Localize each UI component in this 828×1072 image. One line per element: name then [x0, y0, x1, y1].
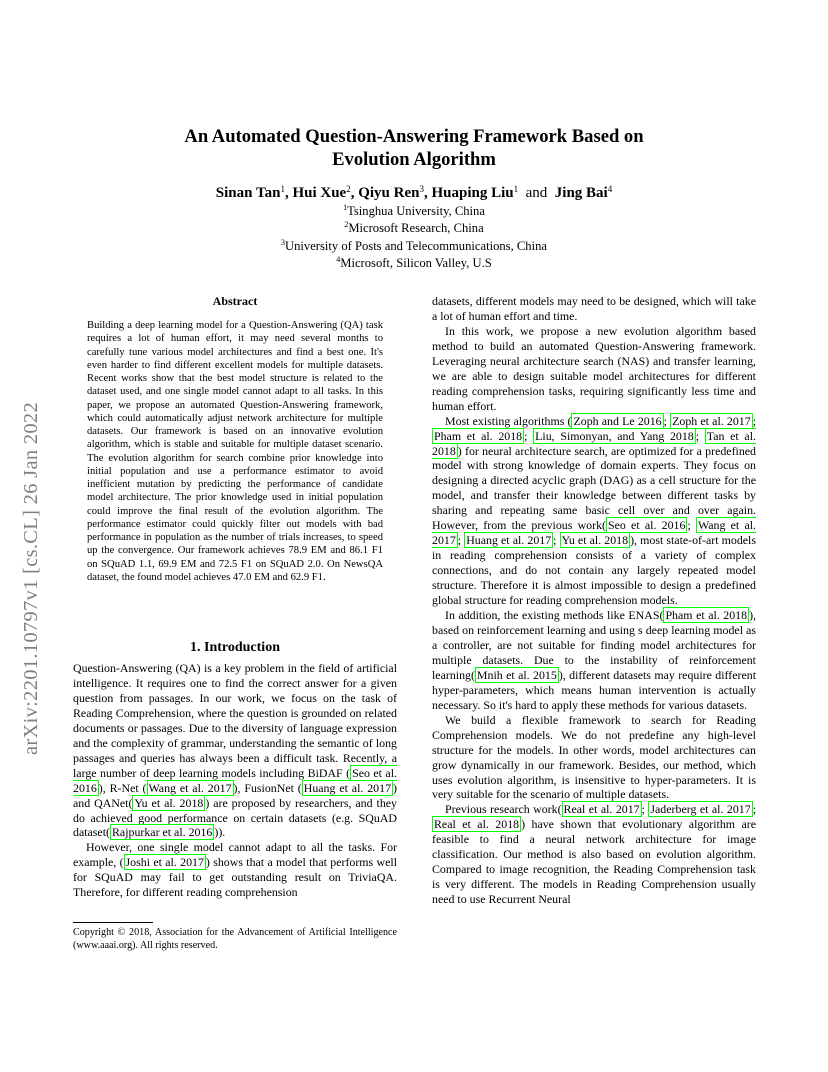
author-sup: 2: [346, 184, 351, 194]
citation-link[interactable]: Zoph et al. 2017: [672, 413, 751, 428]
footnote-rule: [73, 922, 153, 923]
citation-link[interactable]: Mnih et al. 2015: [476, 667, 557, 682]
author-sup: 4: [607, 184, 613, 194]
citation-link[interactable]: Real et al. 2018: [434, 817, 520, 832]
citation-link[interactable]: Seo et al. 2016: [607, 518, 686, 533]
affiliation: $^3$University of Posts and Telecommunications, China: [281, 237, 547, 253]
abstract-text: Building a deep learning model for a Question-Answering (QA) task requires a lot of human effort, it may need several months to carefully tune various model architectures and find a best one. It's even harder to find different excellent models for multiple datasets. Recent works show that the best model structure is related to the dataset used, and one single model cannot adapt to all tasks. In this paper, we propose an automated Question-Answering framework, which could automatically adjust network architecture for multiple datasets. Our framework is based on an innovative evolution algorithm, which is stable and suitable for multiple dataset scenario. The evolution algorithm for search combine prior knowledge into initial population and use a performance estimator to avoid inefficient mutation by predicting the performance of candidate model architecture. The prior knowledge used in initial population could improve the final result of the evolution algorithm. The performance estimator could quickly filter out models with bad performance in population as the number of trials increases, to speed up the convergence. Our framework achieves 78.9 EM and 86.1 F1 on SQuAD 1.1, 69.9 EM and 72.5 F1 on SQuAD 2.0. On NewsQA dataset, the found model achieves 47.0 EM and 62.9 F1.: [87, 320, 383, 583]
citation-link[interactable]: Real et al. 2017: [563, 802, 640, 817]
right-column: [432, 294, 756, 907]
paper-title: [0, 125, 828, 171]
affiliations: [0, 203, 828, 272]
citation-link[interactable]: Zoph and Le 2016: [573, 413, 662, 428]
intro-heading: 1. Introduction: [190, 640, 280, 655]
abstract-heading: Abstract: [212, 294, 258, 308]
author-name: Qiyu Ren: [358, 185, 420, 201]
citation-link[interactable]: Liu, Simonyan, and Yang 2018: [535, 428, 694, 443]
affiliation: $^1$Tsinghua University, China: [343, 203, 485, 218]
author-name: Huaping Liu: [431, 185, 514, 201]
citation-link[interactable]: Huang et al. 2017: [466, 533, 552, 548]
citation-link[interactable]: Yu et al. 2018: [561, 533, 629, 548]
citation-link[interactable]: Wang et al. 2017: [432, 518, 757, 548]
citation-link[interactable]: Yu et al. 2018: [134, 795, 204, 810]
citation-link[interactable]: Seo et al. 2016: [73, 765, 397, 795]
paragraph: In this work, we propose a new evolution algorithm based method to build an automated Question-Answering framework. Leveraging neural architecture search (NAS) and transfer learning, we are able to design suitable model architectures for different reading comprehension tasks, requiring significantly less time and human effort.: [432, 323, 756, 413]
citation-link[interactable]: Tan et al. 2018: [432, 428, 756, 458]
citation-link[interactable]: Pham et al. 2018: [665, 608, 748, 623]
citation-link[interactable]: Wang et al. 2017: [148, 780, 232, 795]
title-line-1: An Automated Question-Answering Framework Based on: [184, 126, 644, 147]
paragraph: In addition, the existing methods like ENAS( Pham et al. 2018 ), based on reinforcement learning and using s deep learning model as a controller, are not suitable for finding model architectures for multiple datasets. Due to the instability of reinforcement learning( Mnih et al. 2015 ), different datasets may require different hyper-parameters, which means human intervention is actually necessary. So it's hard to apply these methods for various datasets.: [432, 608, 757, 712]
paragraph: Previous research work( Real et al. 2017 ; Jaderberg et al. 2017 ; Real et al. 2018 ) have shown that evolutionary algorithm are feasible to find a neural network architecture for image classification. Our method is also based on evolution algorithm. Compared to image recognition, the Reading Comprehension task is very different. The models in Reading Comprehension usually need to use Recurrent Neural: [432, 802, 757, 907]
author-sup: 1: [280, 184, 285, 194]
author-and: and: [525, 185, 548, 201]
author-name: Hui Xue: [292, 185, 347, 201]
citation-link[interactable]: Huang et al. 2017: [303, 780, 392, 795]
citation-link[interactable]: Rajpurkar et al. 2016: [111, 825, 213, 840]
author-sup: 3: [419, 184, 424, 194]
copyright-footnote: Copyright © 2018, Association for the Advancement of Artificial Intelligence (www.aaai.org). All rights reserved.: [73, 927, 397, 951]
paragraph: We build a flexible framework to search for Reading Comprehension models. We do not predefine any high-level structure for the models. In other words, model architectures can grow dynamically in our framework. Besides, our method, which uses evolution algorithm, is insensitive to hyper-parameters. It is very suitable for the scenario of multiple datasets.: [432, 712, 756, 802]
author-name: Jing Bai: [554, 185, 608, 201]
arxiv-stamp: arXiv:2201.10797v1 [cs.CL] 26 Jan 2022: [20, 401, 42, 755]
paragraph: Question-Answering (QA) is a key problem in the field of artificial intelligence. It requires one to find the correct answer for a given question from passages. In our work, we focus on the task of Reading Comprehension, where the question is grounded on related documents or passages. Due to the diversity of language expression and the complexity of grammar, understanding the semantic of long passages and queries has always been a difficult task. Recently, a large number of deep learning models including BiDAF ( Seo et al. 2016 ), R-Net ( Wang et al. 2017 ), FusionNet ( Huang et al. 2017 ) and QANet( Yu et al. 2018 ) are proposed by researchers, and they do achieved good performance on certain datasets (e.g. SQuAD dataset( Rajpurkar et al. 2016 )).: [73, 661, 397, 840]
affiliation: $^2$Microsoft Research, China: [344, 220, 484, 236]
citation-link[interactable]: Jaderberg et al. 2017: [650, 802, 751, 817]
author-list: Sinan Tan$^1$, Hui Xue$^2$, Qiyu Ren$^3$, Huaping Liu$^1$ and Jing Bai$^4$: [215, 184, 613, 201]
author-sup: 1: [513, 184, 519, 194]
title-line-2: Evolution Algorithm: [332, 149, 496, 170]
paragraph: Most existing algorithms ( Zoph and Le 2016 ; Zoph et al. 2017 ; Pham et al. 2018 ; Liu, Simonyan, and Yang 2018 ; Tan et al. 2018 ) for neural architecture search, are optimized for a predefined model with strong knowledge of domain experts. They focus on designing a directed acyclic graph (DAG) as a cell structure for the model, and transfer their knowledge between different tasks by sharing and repeating same basic cell over and over again. However, from the previous work( Seo et al. 2016 ; Wang et al. 2017 ; Huang et al. 2017 ; Yu et al. 2018 ), most state-of-art models in reading comprehension consists of a variety of complex connections, and do not contain any largely repeated model structure. Therefore it is almost impossible to design a predefined global structure for reading comprehension models.: [432, 413, 757, 608]
intro-body: [73, 661, 397, 900]
paragraph: However, one single model cannot adapt to all the tasks. For example, ( Joshi et al. 2017 ) shows that a model that performs well for SQuAD may fail to get outstanding result on TriviaQA. Therefore, for different reading comprehension: [73, 840, 397, 900]
paragraph: datasets, different models may need to be designed, which will take a lot of human effort and time.: [432, 294, 756, 323]
citation-link[interactable]: Pham et al. 2018: [434, 428, 523, 443]
affiliation: $^4$Microsoft, Silicon Valley, U.S: [336, 254, 492, 270]
author-name: Sinan Tan: [215, 185, 281, 201]
citation-link[interactable]: Joshi et al. 2017: [125, 855, 204, 870]
